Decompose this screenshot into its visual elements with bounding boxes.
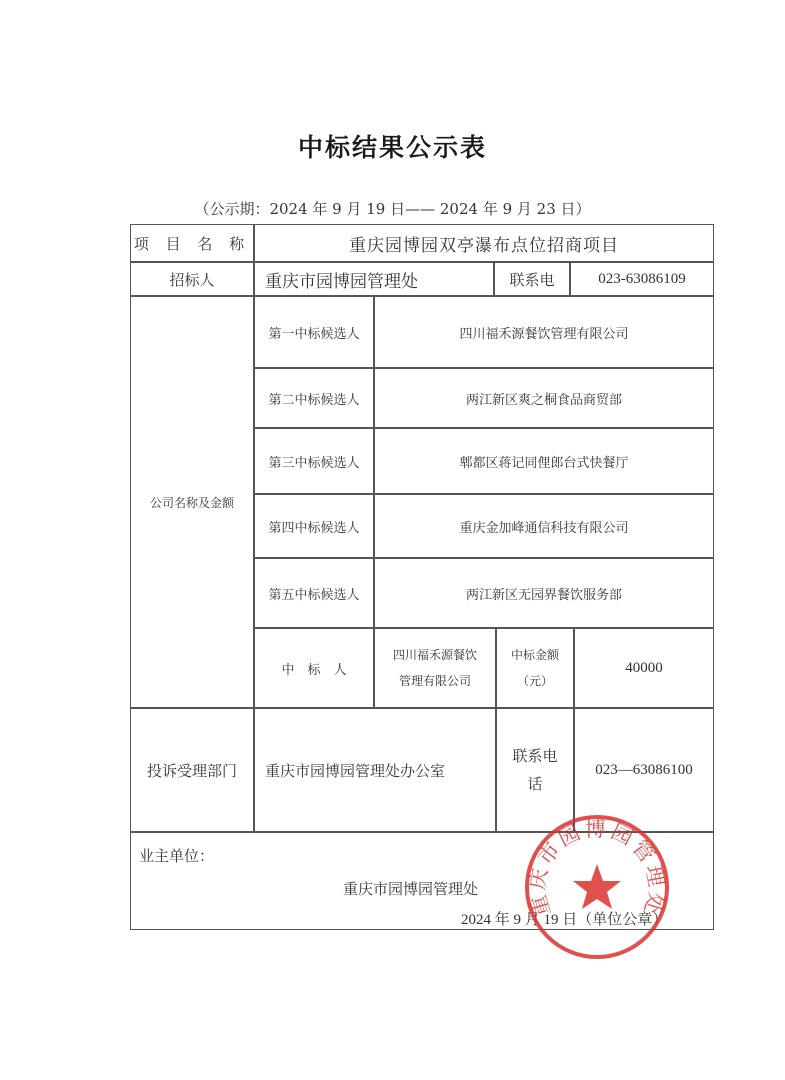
complaint-department: 重庆市园博园管理处办公室 bbox=[254, 708, 496, 832]
candidate-rank: 第五中标候选人 bbox=[254, 558, 374, 628]
document-title: 中标结果公示表 bbox=[297, 133, 487, 162]
complaint-phone-label-line2: 话 bbox=[527, 775, 543, 793]
candidate-name: 四川福禾源餐饮管理有限公司 bbox=[374, 296, 714, 368]
winner-amount: 40000 bbox=[574, 628, 714, 708]
result-table bbox=[130, 224, 714, 930]
project-name: 重庆园博园双亭瀑布点位招商项目 bbox=[254, 224, 714, 262]
amount-label-line2: （元） bbox=[516, 674, 553, 688]
candidate-name: 重庆金加峰通信科技有限公司 bbox=[374, 494, 714, 558]
tenderer-phone: 023-63086109 bbox=[570, 262, 714, 296]
complaint-phone: 023—63086100 bbox=[574, 708, 714, 832]
seal-text: 重庆市园博园管理处 bbox=[524, 817, 670, 920]
candidate-rank: 第三中标候选人 bbox=[254, 428, 374, 494]
tenderer-label: 招标人 bbox=[130, 262, 254, 296]
companies-section-label: 公司名称及金额 bbox=[130, 296, 254, 708]
winner-name-line2: 管理有限公司 bbox=[398, 674, 471, 688]
complaint-phone-label bbox=[496, 708, 574, 832]
complaint-label: 投诉受理部门 bbox=[130, 708, 254, 832]
winner-name bbox=[374, 628, 496, 708]
publicity-period: （公示期：2024 年 9 月 19 日—— 2024 年 9 月 23 日） bbox=[194, 200, 591, 218]
candidate-name: 郫都区蒋记同俚郎台式快餐厅 bbox=[374, 428, 714, 494]
candidate-name: 两江新区爽之桐食品商贸部 bbox=[374, 368, 714, 428]
candidate-rank: 第一中标候选人 bbox=[254, 296, 374, 368]
complaint-phone-label-line1: 联系电 bbox=[512, 747, 558, 765]
tenderer-phone-label: 联系电 bbox=[494, 262, 570, 296]
candidate-rank: 第四中标候选人 bbox=[254, 494, 374, 558]
project-label: 项 目 名 称 bbox=[130, 224, 254, 262]
winner-label: 中 标 人 bbox=[254, 628, 374, 708]
owner-block bbox=[130, 832, 714, 930]
candidate-name: 两江新区无园界餐饮服务部 bbox=[374, 558, 714, 628]
candidate-rank: 第二中标候选人 bbox=[254, 368, 374, 428]
tenderer-name: 重庆市园博园管理处 bbox=[254, 262, 494, 296]
owner-date: 2024 年 9 月 19 日（单位公章） bbox=[461, 912, 668, 928]
owner-name: 重庆市园博园管理处 bbox=[343, 880, 479, 898]
amount-label-line1: 中标金额 bbox=[510, 648, 559, 662]
owner-label: 业主单位： bbox=[139, 847, 215, 865]
winner-name-line1: 四川福禾源餐饮 bbox=[392, 648, 477, 662]
winner-amount-label bbox=[496, 628, 574, 708]
